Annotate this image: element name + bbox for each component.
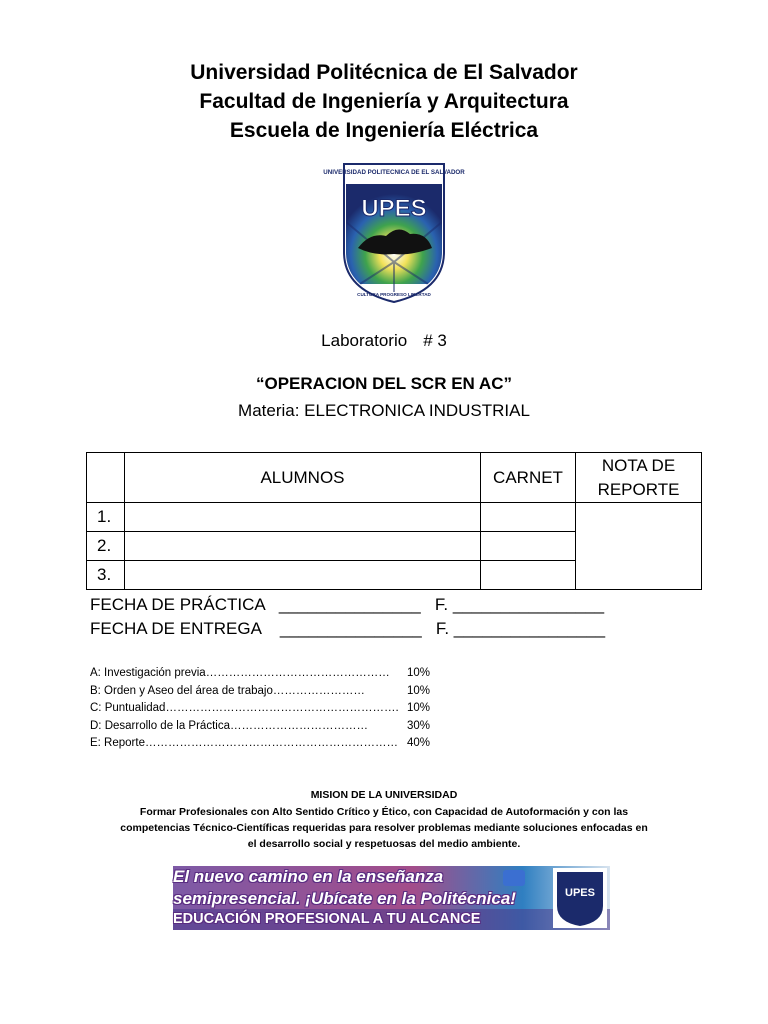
row-number: 3. xyxy=(87,561,125,590)
student-name-field[interactable] xyxy=(125,532,481,561)
table-header-alumnos: ALUMNOS xyxy=(125,453,481,503)
criteria-row: D: Desarrollo de la Práctica……………………………… 30% xyxy=(90,719,430,732)
carnet-field[interactable] xyxy=(481,532,576,561)
banner-line-1: El nuevo camino en la enseñanza xyxy=(173,867,444,886)
school-name: Escuela de Ingeniería Eléctrica xyxy=(229,119,539,142)
carnet-field[interactable] xyxy=(481,561,576,590)
practice-date-line: FECHA DE PRÁCTICA _______________ F. ________________ xyxy=(90,595,605,614)
criteria-row: E: Reporte………………………………………………………… 40% xyxy=(90,737,430,749)
crest-monogram: UPES xyxy=(361,195,427,222)
student-name-field[interactable] xyxy=(125,503,481,532)
table-header-cell xyxy=(87,453,125,503)
university-name: Universidad Politécnica de El Salvador xyxy=(190,61,578,84)
delivery-date-line: FECHA DE ENTREGA _______________ F. ________________ xyxy=(90,619,606,638)
mission-text: Formar Profesionales con Alto Sentido Crítico y Ético, con Capacidad de Autoformación y con las competencias Técnico-Científicas requeridas para resolver problemas mediante soluciones enfocadas en el desarrollo social y respetuosas del medio ambiente. xyxy=(120,806,648,850)
crest-motto: CULTURA PROGRESO LIBERTAD xyxy=(357,292,431,297)
lab-label: Laboratorio xyxy=(321,331,408,350)
university-crest-logo xyxy=(323,162,465,304)
table-header-row xyxy=(87,453,702,503)
report-grade-field[interactable] xyxy=(576,503,702,590)
grading-criteria xyxy=(90,665,430,753)
table-header-nota: NOTA DE REPORTE xyxy=(576,453,702,503)
banner-line-2: semipresencial. ¡Ubícate en la Politécnica! xyxy=(173,889,516,908)
row-number: 2. xyxy=(87,532,125,561)
subject-line: Materia: ELECTRONICA INDUSTRIAL xyxy=(238,401,530,420)
criteria-row: B: Orden y Aseo del área de trabajo…………………… 10% xyxy=(90,684,430,697)
criteria-row: A: Investigación previa………………………………………… 10% xyxy=(90,667,430,679)
row-number: 1. xyxy=(87,503,125,532)
banner-logo-text: UPES xyxy=(565,887,595,899)
carnet-field[interactable] xyxy=(481,503,576,532)
student-name-field[interactable] xyxy=(125,561,481,590)
faculty-name: Facultad de Ingeniería y Arquitectura xyxy=(199,90,569,113)
table-header-carnet: CARNET xyxy=(481,453,576,503)
lab-heading xyxy=(0,331,768,351)
mission-title: MISION DE LA UNIVERSIDAD xyxy=(310,789,458,801)
banner-line-3: EDUCACIÓN PROFESIONAL A TU ALCANCE xyxy=(173,911,481,927)
practice-title: “OPERACION DEL SCR EN AC” xyxy=(256,374,512,393)
criteria-row: C: Puntualidad……………………………………………………. 10% xyxy=(90,702,430,714)
table-row xyxy=(87,503,702,532)
lab-number: # 3 xyxy=(423,331,447,350)
crest-top-text: UNIVERSIDAD POLITECNICA DE EL SALVADOR xyxy=(323,169,465,176)
promo-banner xyxy=(173,866,610,930)
students-table xyxy=(86,452,702,590)
